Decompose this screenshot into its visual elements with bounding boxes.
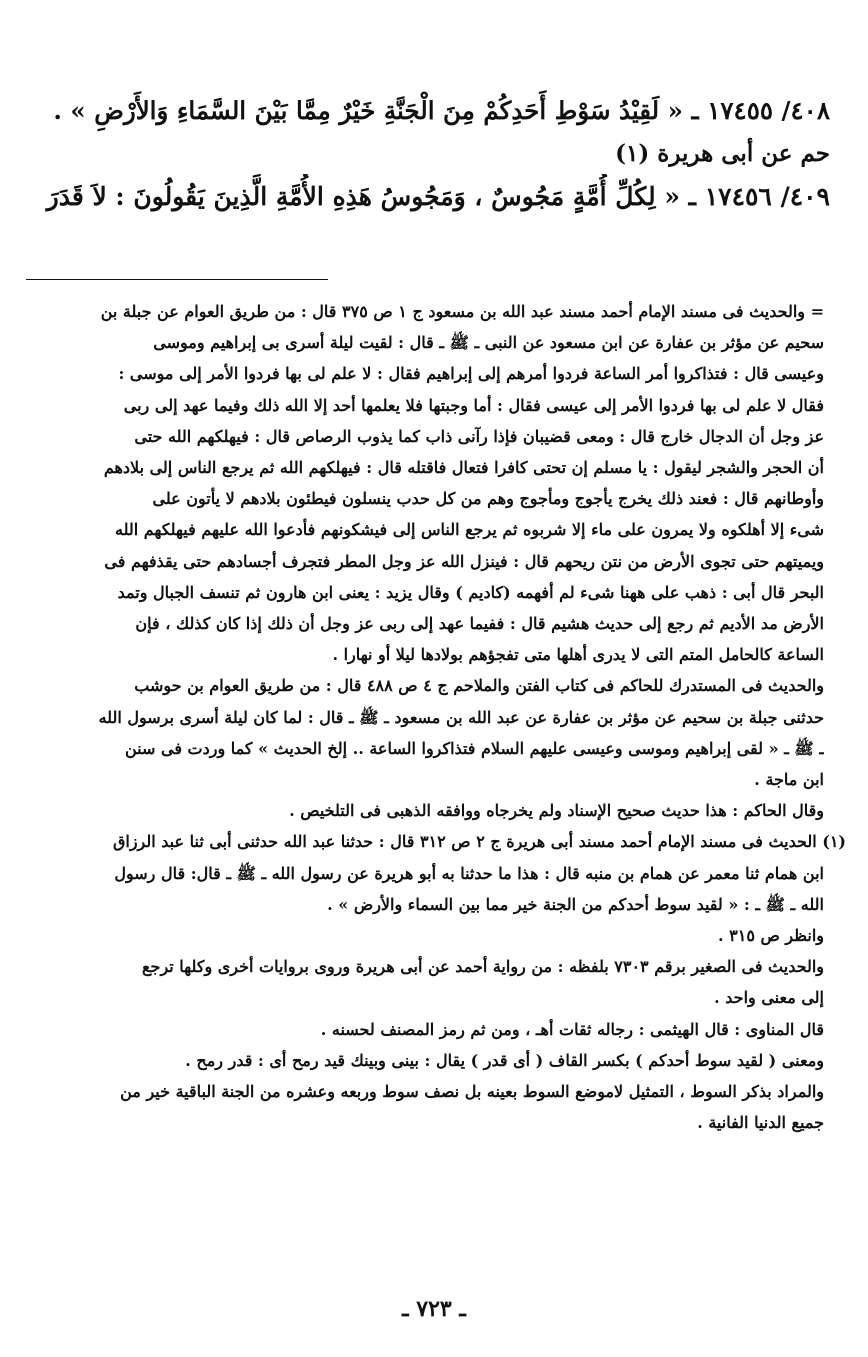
footnote-line: ابن ماجة .: [754, 770, 824, 790]
hadith-text: [44, 88, 830, 220]
footnote-line: وانظر ص ٣١٥ .: [718, 926, 824, 946]
footnote-line: وعيسى قال : فتذاكروا أمر الساعة فردوا أمرهم إلى إبراهيم فقال : لا علم لى بها فردوا الأمر إلى موسى :: [118, 364, 824, 384]
footnote-line: إلى معنى واحد .: [714, 988, 824, 1008]
footnote-line: حدثنى جبلة بن سحيم عن مؤثر بن عفارة عن عبد الله بن مسعود ـ ﷺ ـ قال : لما كان ليلة أسرى برسول الله: [98, 707, 824, 727]
footnote-line: الساعة كالحامل المتم التى لا يدرى أهلها متى تفجؤهم بولادها ليلا أو نهارا .: [332, 645, 824, 665]
footnote-line: عز وجل أن الدجال خارج قال : ومعى قضيبان فإذا رآنى ذاب كما يذوب الرصاص قال : فيهلكهم الله حتى: [134, 426, 824, 446]
footnote-line: وقال الحاكم : هذا حديث صحيح الإسناد ولم يخرجاه ووافقه الذهبى فى التلخيص .: [289, 801, 824, 821]
page-number: ـ ٧٢٣ ـ: [402, 1296, 466, 1322]
hadith-408: ٤٠٨/ ١٧٤٥٥ ـ « لَقِيْدُ سَوْطِ أَحَدِكُمْ مِنَ الْجَنَّةِ خَيْرٌ مِمَّا بَيْنَ السَّمَاءِ وَالأَرْضِ » .: [53, 96, 830, 125]
footnote-line: أن الحجر والشجر ليقول : يا مسلم إن تحتى كافرا فتعال فاقتله قال : فيهلكهم الله ثم يرجع الناس إلى بلادهم: [103, 458, 824, 478]
footnote-line: البحر قال أبى : ذهب على ههنا شىء لم أفهمه (كاديم ) وقال يزيد : يعنى ابن هارون ثم تنسف الجبال وتمد: [117, 582, 824, 602]
footnotes: [32, 296, 846, 1138]
footnote-line: والحديث فى المستدرك للحاكم فى كتاب الفتن والملاحم ج ٤ ص ٤٨٨ قال : من طريق العوام بن حوشب: [134, 676, 824, 696]
footnote-line: الله ـ ﷺ ـ : « لقيد سوط أحدكم من الجنة خير مما بين السماء والأرض » .: [327, 894, 824, 914]
footnote-line: ـ ﷺ ـ « لقى إبراهيم وموسى وعيسى عليهم السلام فتذاكروا الساعة .. إلخ الحديث » كما وردت فى سنن: [125, 738, 824, 758]
footnote-line: شىء إلا أهلكوه ولا يمرون على ماء إلا شربوه ثم يرجع الناس إلى فيشكونهم فأدعوا الله عليهم فيهلكهم الله: [114, 520, 824, 540]
footnote-line: فقال لا علم لى بها فردوا الأمر إلى عيسى فقال : أما وجبتها فلا يعلمها أحد إلا الله ذلك وفيما عهد إلى ربى: [123, 395, 824, 415]
footnote-line: والحديث فى الصغير برقم ٧٣٠٣ بلفظه : من رواية أحمد عن أبى هريرة وروى بروايات أخرى وكلها ترجع: [142, 957, 824, 977]
footnote-line: ابن همام ثنا معمر عن همام بن منبه قال : هذا ما حدثنا به أبو هريرة عن رسول الله ـ ﷺ ـ قال: قال رسول: [114, 863, 824, 883]
hadith-408-source: حم عن أبى هريرة (١): [615, 140, 830, 167]
hadith-409: ٤٠٩/ ١٧٤٥٦ ـ « لِكُلِّ أُمَّةٍ مَجُوسٌ ، وَمَجُوسُ هَذِهِ الأُمَّةِ الَّذِينَ يَقُولُونَ : لاَ قَدَرَ: [46, 182, 830, 211]
footnote-line: سحيم عن مؤثر بن عفارة عن ابن مسعود عن النبى ـ ﷺ ـ قال : لقيت ليلة أسرى بى إبراهيم وموسى: [153, 333, 824, 353]
footnote-separator: [26, 279, 328, 280]
footnote-line: قال المناوى : قال الهيثمى : رجاله ثقات أهـ ، ومن ثم رمز المصنف لحسنه .: [320, 1019, 824, 1039]
footnote-line: والمراد بذكر السوط ، التمثيل لاموضع السوط بعينه بل نصف سوط وربعه وعشره من الجنة الباقية خير من: [120, 1082, 824, 1102]
footnote-line: ومعنى ( لقيد سوط أحدكم ) بكسر القاف ( أى قدر ) يقال : بينى وبينك قيد رمح أى : قدر رمح .: [185, 1050, 824, 1070]
footnote-line: ويميتهم حتى تجوى الأرض من نتن ريحهم قال : فينزل الله عز وجل المطر فتجرف أجسادهم حتى يقذفهم فى: [104, 551, 824, 571]
footnote-line: الأرض مد الأديم ثم رجع إلى حديث هشيم قال : ففيما عهد إلى ربى عز وجل أن ذلك إذا كان كذلك ، فإن: [135, 614, 824, 634]
footnote-1-start: (١) الحديث فى مسند الإمام أحمد مسند أبى هريرة ج ٢ ص ٣١٢ قال : حدثنا عبد الله حدثنى أبى ثنا عبد الرزاق: [112, 832, 846, 852]
footnote-line: جميع الدنيا الفانية .: [697, 1113, 824, 1133]
footnote-line: وأوطانهم قال : فعند ذلك يخرج يأجوج ومأجوج وهم من كل حدب ينسلون فيطئون بلادهم لا يأتون على: [152, 489, 824, 509]
footnote-line: = والحديث فى مسند الإمام أحمد مسند عبد الله بن مسعود ج ١ ص ٣٧٥ قال : من طريق العوام عن جبلة بن: [100, 302, 824, 321]
